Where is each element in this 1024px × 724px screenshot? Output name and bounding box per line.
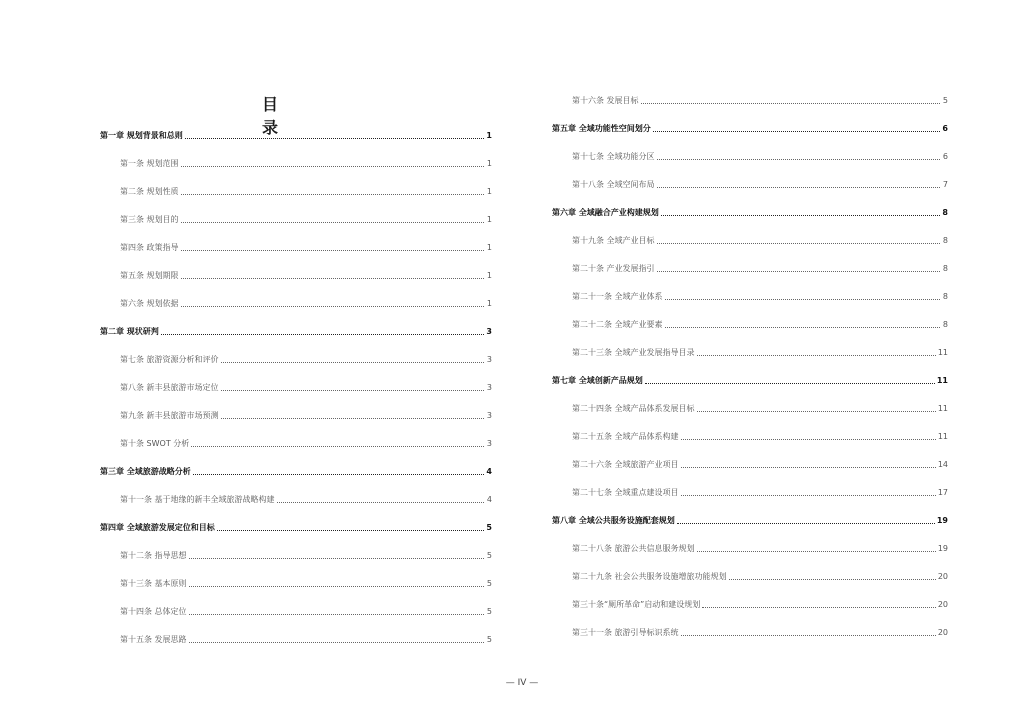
toc-entry-article[interactable] — [100, 483, 492, 511]
dot-leader — [181, 278, 484, 279]
toc-entry-label: 第十六条 发展目标 — [572, 96, 639, 105]
toc-entry-page-number: 1 — [486, 299, 492, 308]
toc-entry-page-number: 11 — [937, 432, 948, 441]
dot-leader — [645, 383, 935, 384]
dot-leader — [189, 642, 484, 643]
toc-entry-article[interactable] — [100, 259, 492, 287]
toc-entry-label: 第八章 全域公共服务设施配套规划 — [552, 516, 675, 525]
dot-leader — [702, 607, 936, 608]
toc-entry-page-number: 8 — [942, 292, 948, 301]
dot-leader — [181, 194, 484, 195]
toc-entry-label: 第六条 规划依据 — [120, 299, 179, 308]
toc-entry-page-number: 1 — [486, 243, 492, 252]
toc-entry-article[interactable] — [552, 448, 948, 476]
toc-entry-page-number: 4 — [486, 467, 492, 476]
toc-entry-page-number: 1 — [486, 159, 492, 168]
toc-entry-article[interactable] — [100, 147, 492, 175]
toc-entry-page-number: 6 — [942, 152, 948, 161]
toc-entry-label: 第八条 新丰县旅游市场定位 — [120, 383, 219, 392]
toc-entry-article[interactable] — [100, 203, 492, 231]
toc-entry-chapter[interactable] — [100, 119, 492, 147]
dot-leader — [221, 362, 484, 363]
dot-leader — [181, 306, 484, 307]
toc-entry-label: 第十五条 发展思路 — [120, 635, 187, 644]
toc-entry-label: 第十九条 全域产业目标 — [572, 236, 655, 245]
dot-leader — [277, 502, 484, 503]
dot-leader — [189, 614, 484, 615]
toc-entry-label: 第六章 全域融合产业构建规划 — [552, 208, 659, 217]
toc-entry-article[interactable] — [552, 532, 948, 560]
toc-entry-page-number: 11 — [936, 376, 948, 385]
toc-entry-article[interactable] — [100, 343, 492, 371]
dot-leader — [189, 586, 484, 587]
dot-leader — [653, 131, 940, 132]
dot-leader — [729, 579, 936, 580]
toc-entry-article[interactable] — [100, 539, 492, 567]
dot-leader — [217, 530, 484, 531]
toc-entry-label: 第七章 全域创新产品规划 — [552, 376, 643, 385]
toc-entry-chapter[interactable] — [100, 511, 492, 539]
toc-entry-page-number: 4 — [486, 495, 492, 504]
toc-entry-label: 第二十条 产业发展指引 — [572, 264, 655, 273]
toc-entry-page-number: 3 — [486, 327, 492, 336]
toc-entry-chapter[interactable] — [552, 504, 948, 532]
dot-leader — [161, 334, 484, 335]
dot-leader — [697, 411, 936, 412]
toc-entry-page-number: 5 — [486, 579, 492, 588]
dot-leader — [657, 159, 940, 160]
toc-entry-article[interactable] — [552, 84, 948, 112]
dot-leader — [697, 551, 936, 552]
toc-entry-label: 第一条 规划范围 — [120, 159, 179, 168]
toc-entry-article[interactable] — [552, 280, 948, 308]
toc-entry-chapter[interactable] — [100, 315, 492, 343]
toc-entry-article[interactable] — [552, 588, 948, 616]
toc-entry-page-number: 5 — [486, 635, 492, 644]
toc-entry-article[interactable] — [100, 623, 492, 651]
toc-entry-article[interactable] — [552, 252, 948, 280]
dot-leader — [221, 418, 484, 419]
toc-entry-page-number: 3 — [486, 383, 492, 392]
toc-entry-article[interactable] — [552, 224, 948, 252]
dot-leader — [185, 138, 484, 139]
toc-entry-page-number: 1 — [486, 187, 492, 196]
toc-entry-page-number: 8 — [942, 236, 948, 245]
toc-entry-page-number: 11 — [937, 348, 948, 357]
toc-title: 目 录 — [262, 95, 285, 137]
toc-entry-page-number: 19 — [937, 544, 948, 553]
dot-leader — [221, 390, 484, 391]
dot-leader — [181, 222, 484, 223]
toc-entry-page-number: 5 — [942, 96, 948, 105]
toc-entry-label: 第二十九条 社会公共服务设施增旅功能规划 — [572, 572, 727, 581]
toc-entry-label: 第三条 规划目的 — [120, 215, 179, 224]
toc-entry-label: 第二十一条 全域产业体系 — [572, 292, 663, 301]
toc-entry-label: 第二章 现状研判 — [100, 327, 159, 336]
toc-entry-label: 第二十六条 全域旅游产业项目 — [572, 460, 679, 469]
toc-entry-label: 第二十七条 全域重点建设项目 — [572, 488, 679, 497]
toc-entry-article[interactable] — [552, 336, 948, 364]
dot-leader — [665, 299, 940, 300]
toc-entry-article[interactable] — [552, 392, 948, 420]
toc-entry-label: 第五条 规划期限 — [120, 271, 179, 280]
toc-entry-chapter[interactable] — [100, 455, 492, 483]
dot-leader — [665, 327, 940, 328]
toc-entry-label: 第三章 全域旅游战略分析 — [100, 467, 191, 476]
toc-entry-page-number: 20 — [937, 628, 948, 637]
toc-entry-article[interactable] — [552, 140, 948, 168]
toc-entry-label: 第二十五条 全域产品体系构建 — [572, 432, 679, 441]
toc-entry-page-number: 3 — [486, 411, 492, 420]
toc-entry-page-number: 5 — [486, 607, 492, 616]
dot-leader — [657, 187, 940, 188]
toc-entry-label: 第二十二条 全域产业要素 — [572, 320, 663, 329]
toc-entry-article[interactable] — [100, 595, 492, 623]
toc-entry-label: 第一章 规划背景和总则 — [100, 131, 183, 140]
dot-leader — [189, 558, 484, 559]
page-number: — IV — — [505, 678, 539, 688]
toc-left-column — [100, 119, 492, 651]
toc-entry-label: 第十八条 全域空间布局 — [572, 180, 655, 189]
toc-entry-article[interactable] — [552, 420, 948, 448]
toc-entry-article[interactable] — [100, 427, 492, 455]
toc-entry-page-number: 7 — [942, 180, 948, 189]
dot-leader — [697, 355, 936, 356]
toc-entry-page-number: 6 — [942, 124, 948, 133]
toc-entry-label: 第十七条 全域功能分区 — [572, 152, 655, 161]
toc-entry-label: 第十条 SWOT 分析 — [120, 439, 190, 448]
toc-entry-page-number: 17 — [937, 488, 948, 497]
toc-entry-page-number: 5 — [486, 551, 492, 560]
toc-entry-page-number: 11 — [937, 404, 948, 413]
toc-entry-page-number: 8 — [942, 320, 948, 329]
toc-entry-label: 第十一条 基于地缘的新丰全域旅游战略构建 — [120, 495, 275, 504]
dot-leader — [681, 439, 936, 440]
toc-entry-article[interactable] — [552, 476, 948, 504]
toc-entry-label: 第五章 全域功能性空间划分 — [552, 124, 651, 133]
toc-entry-chapter[interactable] — [552, 196, 948, 224]
dot-leader — [181, 250, 484, 251]
toc-entry-label: 第二十四条 全域产品体系发展目标 — [572, 404, 695, 413]
dot-leader — [193, 474, 484, 475]
toc-entry-article[interactable] — [552, 616, 948, 644]
toc-right-column — [552, 84, 948, 644]
toc-entry-page-number: 14 — [937, 460, 948, 469]
toc-entry-chapter[interactable] — [552, 364, 948, 392]
toc-entry-page-number: 3 — [486, 355, 492, 364]
toc-entry-article[interactable] — [552, 168, 948, 196]
toc-entry-label: 第二十八条 旅游公共信息服务规划 — [572, 544, 695, 553]
dot-leader — [657, 271, 940, 272]
toc-entry-page-number: 5 — [486, 523, 492, 532]
toc-entry-label: 第四章 全域旅游发展定位和目标 — [100, 523, 215, 532]
dot-leader — [681, 467, 936, 468]
dot-leader — [641, 103, 940, 104]
toc-entry-label: 第二十三条 全域产业发展指导目录 — [572, 348, 695, 357]
toc-entry-label: 第七条 旅游资源分析和评价 — [120, 355, 219, 364]
dot-leader — [681, 635, 936, 636]
toc-entry-article[interactable] — [100, 567, 492, 595]
toc-entry-chapter[interactable] — [552, 112, 948, 140]
dot-leader — [191, 446, 484, 447]
toc-entry-label: 第三十一条 旅游引导标识系统 — [572, 628, 679, 637]
dot-leader — [657, 243, 940, 244]
toc-entry-label: 第九条 新丰县旅游市场预测 — [120, 411, 219, 420]
toc-entry-label: 第十三条 基本原则 — [120, 579, 187, 588]
dot-leader — [677, 523, 935, 524]
toc-entry-article[interactable] — [552, 560, 948, 588]
toc-entry-label: 第四条 政策指导 — [120, 243, 179, 252]
toc-entry-label: 第十四条 总体定位 — [120, 607, 187, 616]
toc-entry-article[interactable] — [552, 308, 948, 336]
toc-entry-article[interactable] — [100, 399, 492, 427]
toc-entry-page-number: 19 — [936, 516, 948, 525]
toc-entry-label: 第二条 规划性质 — [120, 187, 179, 196]
toc-entry-page-number: 1 — [486, 131, 492, 140]
toc-entry-article[interactable] — [100, 287, 492, 315]
dot-leader — [681, 495, 936, 496]
toc-entry-label: 第十二条 指导思想 — [120, 551, 187, 560]
toc-entry-article[interactable] — [100, 175, 492, 203]
dot-leader — [661, 215, 940, 216]
toc-entry-label: 第三十条“厕所革命”启动和建设规划 — [572, 600, 701, 609]
toc-entry-article[interactable] — [100, 371, 492, 399]
toc-entry-page-number: 1 — [486, 271, 492, 280]
toc-entry-article[interactable] — [100, 231, 492, 259]
dot-leader — [181, 166, 484, 167]
toc-entry-page-number: 8 — [942, 264, 948, 273]
toc-entry-page-number: 20 — [937, 572, 948, 581]
toc-entry-page-number: 3 — [486, 439, 492, 448]
toc-entry-page-number: 1 — [486, 215, 492, 224]
toc-entry-page-number: 8 — [942, 208, 948, 217]
toc-entry-page-number: 20 — [937, 600, 948, 609]
